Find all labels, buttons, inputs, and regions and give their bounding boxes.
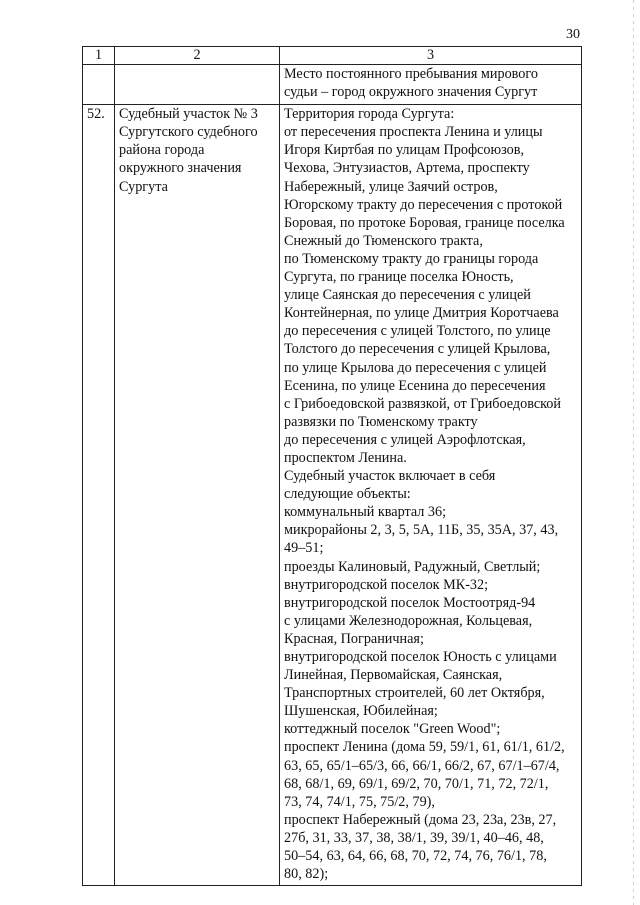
territory-line: Толстого до пересечения с улицей Крылова,	[284, 341, 551, 358]
territory-line: Территория города Сургута:	[284, 106, 455, 123]
row-number-cell: 52.	[83, 105, 115, 886]
territory-line: Югорскому тракту до пересечения с протокой	[284, 196, 563, 213]
territory-line: 73, 74, 74/1, 75, 75/2, 79),	[284, 793, 435, 810]
territory-line: 50–54, 63, 64, 66, 68, 70, 72, 74, 76, 76/1, 78,	[284, 848, 547, 865]
district-name-line: Судебный участок № 3	[119, 106, 258, 123]
territory-line: проспект Набережный (дома 23, 23а, 23в, 27,	[284, 811, 557, 828]
continuation-row	[83, 65, 582, 105]
territory-line: внутригородской поселок Юность с улицами	[284, 649, 557, 665]
district-name-line: Сургутского судебного	[119, 124, 258, 141]
territory-line: проспектом Ленина.	[284, 449, 407, 466]
territory-line: Транспортных строителей, 60 лет Октября,	[284, 685, 545, 702]
territory-line: внутригородской поселок МК-32;	[284, 576, 489, 593]
territory-line: следующие объекты:	[284, 486, 411, 503]
territory-line: Судебный участок включает в себя	[284, 468, 496, 485]
territory-line: 68, 68/1, 69, 69/1, 69/2, 70, 70/1, 71, 72, 72/1,	[284, 775, 549, 792]
header-col-2: 2	[115, 47, 280, 65]
territory-line: проезды Калиновый, Радужный, Светлый;	[284, 558, 541, 575]
district-name-line: Сургута	[119, 178, 168, 195]
page-number: 30	[566, 27, 580, 42]
continuation-number-cell	[83, 65, 115, 105]
territory-line: до пересечения с улицей Толстого, по улице	[284, 323, 551, 340]
territory-line: развязки по Тюменскому тракту	[284, 413, 478, 430]
table-row-52	[83, 105, 582, 886]
territory-line: с улицами Железнодорожная, Кольцевая,	[284, 612, 533, 629]
header-col-3: 3	[280, 47, 582, 65]
territory-line: Линейная, Первомайская, Саянская,	[284, 667, 503, 684]
territory-line: коммунальный квартал 36;	[284, 504, 447, 521]
header-col-1: 1	[83, 47, 115, 65]
district-name-line: района города	[119, 142, 205, 159]
table-header-row	[83, 47, 582, 65]
territory-line: с Грибоедовской развязкой, от Грибоедовской	[284, 395, 561, 412]
territory-line: улице Саянская до пересечения с улицей	[284, 287, 531, 304]
territory-line: по улице Крылова до пересечения с улицей	[284, 359, 547, 376]
court-districts-table	[82, 46, 582, 886]
territory-line: от пересечения проспекта Ленина и улицы	[284, 124, 543, 141]
scan-edge-line	[633, 0, 634, 905]
territory-line: 49–51;	[284, 540, 324, 557]
territory-line: Красная, Пограничная;	[284, 630, 424, 647]
territory-line: Контейнерная, по улице Дмитрия Коротчаева	[284, 305, 559, 322]
territory-line: до пересечения с улицей Аэрофлотская,	[284, 431, 526, 448]
territory-line: проспект Ленина (дома 59, 59/1, 61, 61/1, 61/2,	[284, 739, 565, 756]
continuation-line: Место постоянного пребывания мирового	[284, 66, 538, 82]
territory-line: микрорайоны 2, 3, 5, 5А, 11Б, 35, 35А, 37, 43,	[284, 522, 559, 539]
territory-line: внутригородской поселок Мостоотряд-94	[284, 594, 536, 611]
district-name-cell	[115, 105, 280, 886]
territory-line: по Тюменскому тракту до границы города	[284, 250, 539, 267]
territory-line: Сургута, по границе поселка Юность,	[284, 269, 514, 286]
territory-line: 63, 65, 65/1–65/3, 66, 66/1, 66/2, 67, 67/1–67/4,	[284, 757, 560, 774]
continuation-name-cell	[115, 65, 280, 105]
territory-line: Чехова, Энтузиастов, Артема, проспекту	[284, 160, 530, 177]
territory-line: 80, 82);	[284, 866, 329, 883]
continuation-line: судьи – город окружного значения Сургут	[284, 84, 538, 101]
territory-line: коттеджный поселок "Green Wood";	[284, 721, 501, 738]
territory-line: Игоря Киртбая по улицам Профсоюзов,	[284, 142, 524, 159]
continuation-territory-cell	[280, 65, 582, 105]
territory-line: Боровая, по протоке Боровая, границе поселка	[284, 214, 565, 231]
territory-line: Набережный, улице Заячий остров,	[284, 178, 498, 195]
territory-line: 27б, 31, 33, 37, 38, 38/1, 39, 39/1, 40–46, 48,	[284, 829, 544, 846]
district-name-line: окружного значения	[119, 160, 242, 177]
territory-line: Есенина, по улице Есенина до пересечения	[284, 377, 546, 394]
territory-line: Шушенская, Юбилейная;	[284, 703, 438, 720]
territory-line: Снежный до Тюменского тракта,	[284, 232, 483, 249]
territory-cell	[280, 105, 582, 886]
